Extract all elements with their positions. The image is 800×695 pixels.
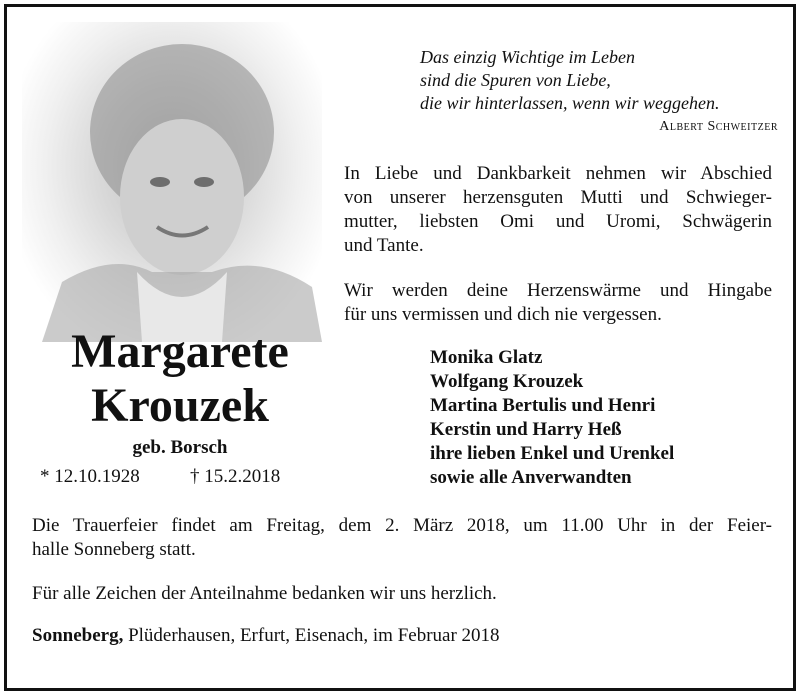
thanks-text	[32, 582, 772, 606]
portrait-illustration	[22, 22, 322, 342]
mourners-list	[430, 346, 674, 490]
quote-line: die wir hinterlassen, wenn wir weggehen.	[420, 93, 720, 113]
deceased-last-name: Krouzek	[91, 379, 269, 432]
closing-line	[32, 624, 772, 648]
quote-block	[420, 46, 772, 115]
portrait-photo	[22, 22, 322, 342]
quote-author: Albert Schweitzer	[659, 119, 778, 134]
thanks-line: Für alle Zeichen der Anteilnahme bedanken wir uns herzlich.	[32, 583, 497, 604]
funeral-line: Die Trauerfeier findet am Freitag, dem 2. März 2018, um 11.00 Uhr in der Feier-	[32, 515, 772, 536]
intro-paragraph	[344, 162, 772, 258]
quote-line: sind die Spuren von Liebe,	[420, 70, 611, 90]
intro-line: mutter, liebsten Omi und Uromi, Schwägerin	[344, 211, 772, 232]
mourner-name: Kerstin und Harry Heß	[430, 419, 622, 440]
quote-line: Das einzig Wichtige im Leben	[420, 47, 635, 67]
deceased-first-name: Margarete	[71, 325, 289, 378]
death-date: † 15.2.2018	[190, 466, 281, 487]
mourner-name: Martina Bertulis und Henri	[430, 395, 656, 416]
intro-line: In Liebe und Dankbarkeit nehmen wir Abschied	[344, 163, 772, 184]
funeral-info	[32, 514, 772, 562]
mourner-name: ihre lieben Enkel und Urenkel	[430, 443, 675, 464]
tribute-paragraph	[344, 279, 772, 327]
mourner-name: Wolfgang Krouzek	[430, 371, 584, 392]
tribute-line: für uns vermissen und dich nie vergessen.	[344, 304, 662, 325]
maiden-name: geb. Borsch	[132, 437, 228, 458]
funeral-line: halle Sonneberg statt.	[32, 539, 196, 560]
intro-line: von unserer herzensguten Mutti und Schwieger-	[344, 187, 772, 208]
intro-line: und Tante.	[344, 235, 424, 256]
mourner-name: Monika Glatz	[430, 347, 543, 368]
closing-place: Sonneberg,	[32, 625, 124, 646]
closing-rest: Plüderhausen, Erfurt, Eisenach, im Februar 2018	[123, 625, 500, 646]
birth-date: * 12.10.1928	[40, 466, 140, 487]
tribute-line: Wir werden deine Herzenswärme und Hingabe	[344, 280, 772, 301]
mourner-name: sowie alle Anverwandten	[430, 467, 632, 488]
